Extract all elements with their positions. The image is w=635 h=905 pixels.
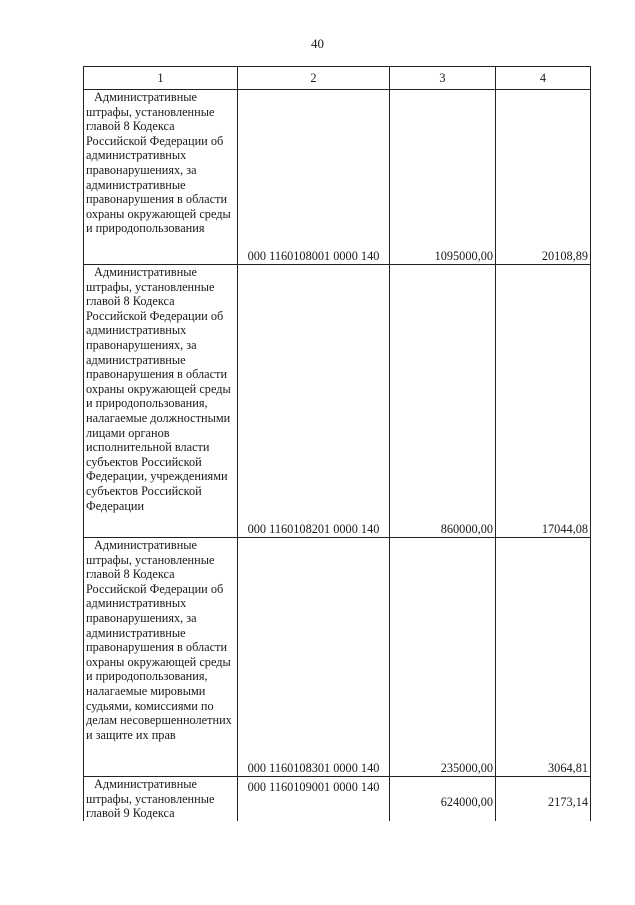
- revenue-table: [83, 66, 591, 821]
- actual-amount: 20108,89: [496, 90, 591, 265]
- row-name-cell: [84, 538, 238, 777]
- column-header-3: 3: [390, 67, 496, 90]
- table-row: [84, 777, 591, 821]
- page-number: 40: [311, 36, 324, 51]
- table-row: [84, 90, 591, 265]
- actual-amount: 17044,08: [496, 265, 591, 538]
- budget-code: 000 1160108301 0000 140: [238, 538, 390, 777]
- budget-code: 000 1160108201 0000 140: [238, 265, 390, 538]
- row-name: Административные штрафы, установленные главой 8 Кодекса Российской Федерации об административных правонарушениях, за административные правонарушения в области охраны окружающей среды и природопользования: [86, 90, 231, 236]
- row-name-cell: [84, 777, 238, 821]
- plan-amount: 860000,00: [390, 265, 496, 538]
- actual-amount: 3064,81: [496, 538, 591, 777]
- column-header-1: 1: [84, 67, 238, 90]
- table-header: [84, 67, 591, 90]
- actual-amount: 2173,14: [496, 777, 591, 821]
- column-header-4: 4: [496, 67, 591, 90]
- row-name-cell: [84, 90, 238, 265]
- row-name: Административные штрафы, установленные главой 9 Кодекса: [86, 777, 215, 821]
- budget-code: 000 1160109001 0000 140: [238, 777, 390, 821]
- row-name-cell: [84, 265, 238, 538]
- column-header-2: 2: [238, 67, 390, 90]
- plan-amount: 1095000,00: [390, 90, 496, 265]
- table-row: [84, 265, 591, 538]
- row-name: Административные штрафы, установленные главой 8 Кодекса Российской Федерации об административных правонарушениях, за административные правонарушения в области охраны окружающей среды и природопользования, налагаемые должностными лицами органов исполнительной власти субъектов Российской Федерации, учреждениями субъектов Российской Федерации: [86, 265, 231, 513]
- plan-amount: 235000,00: [390, 538, 496, 777]
- table-row: [84, 538, 591, 777]
- plan-amount: 624000,00: [390, 777, 496, 821]
- budget-code: 000 1160108001 0000 140: [238, 90, 390, 265]
- row-name: Административные штрафы, установленные главой 8 Кодекса Российской Федерации об административных правонарушениях, за административные правонарушения в области охраны окружающей среды и природопользования, налагаемые мировыми судьями, комиссиями по делам несовершеннолетних и защите их прав: [86, 538, 232, 742]
